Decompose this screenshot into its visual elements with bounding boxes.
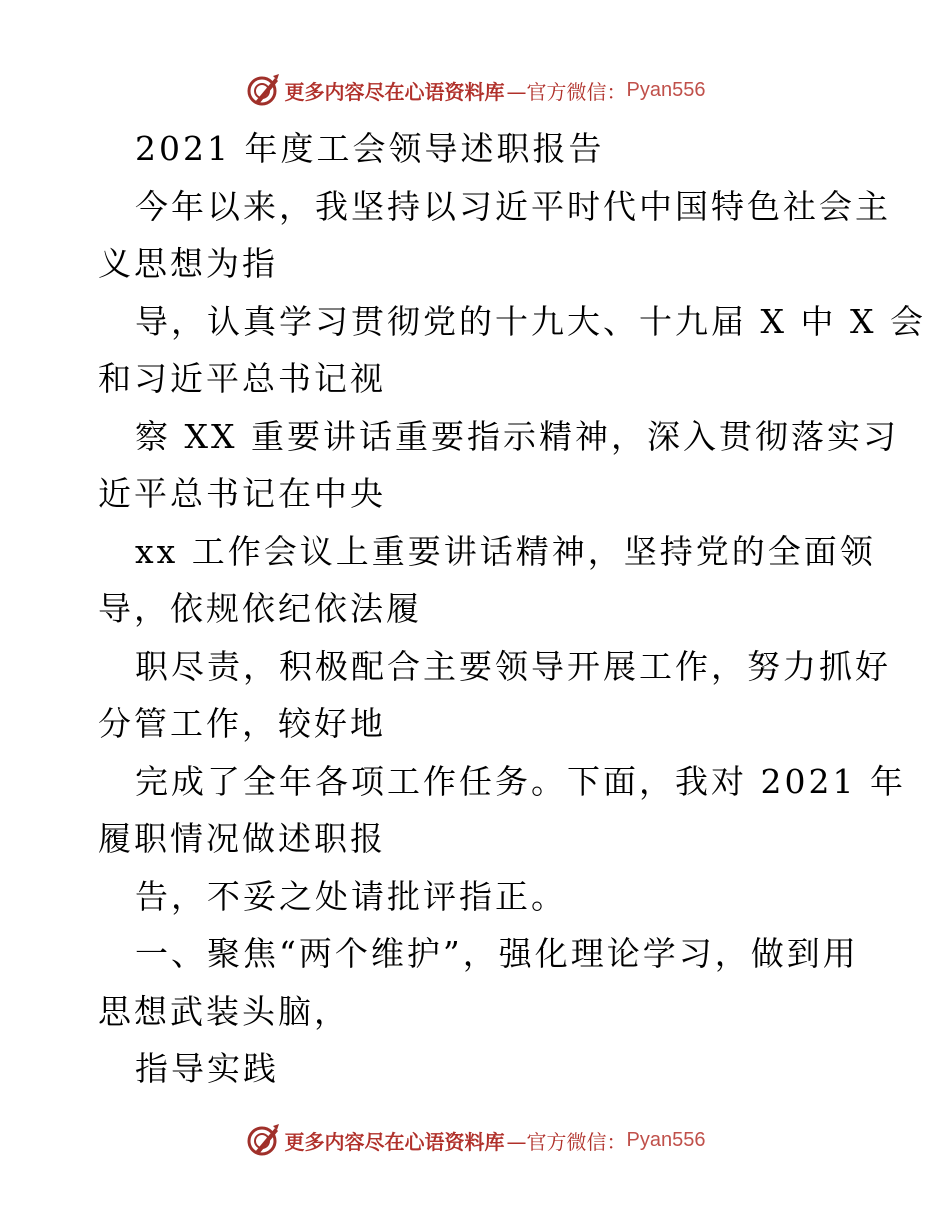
footer-watermark	[0, 1120, 950, 1160]
watermark-wechat-id: Pyan556	[626, 78, 706, 101]
text-line: 分管工作，较好地	[98, 704, 386, 743]
text-line: 今年以来，我坚持以习近平时代中国特色社会主	[135, 186, 891, 226]
text-line: 思想武装头脑，	[98, 991, 350, 1031]
quill-logo-icon	[245, 72, 281, 108]
watermark-suffix: —官方微信：	[506, 79, 627, 104]
document-body	[98, 120, 926, 1098]
text-line: 导，依规依纪依法履	[98, 589, 422, 628]
watermark-wechat-id: Pyan556	[626, 1128, 706, 1151]
text-line: 导，认真学习贯彻党的十九大、十九届 X 中 X 会	[135, 301, 926, 341]
watermark-suffix: —官方微信：	[506, 1129, 627, 1154]
header-watermark	[0, 70, 950, 110]
text-line: 指导实践	[135, 1049, 279, 1088]
text-line: 近平总书记在中央	[98, 474, 386, 513]
text-line: 察 XX 重要讲话重要指示精神，深入贯彻落实习	[135, 416, 899, 456]
text-line: 义思想为指	[98, 244, 278, 283]
text-line: 完成了全年各项工作任务。下面，我对 2021 年	[135, 761, 906, 801]
text-line: 履职情况做述职报	[98, 819, 386, 858]
quill-logo-icon	[245, 1122, 281, 1158]
watermark-brand: 更多内容尽在心语资料库	[284, 79, 505, 104]
text-line: 一、聚焦“两个维护”，强化理论学习，做到用	[135, 934, 859, 973]
text-line: 和习近平总书记视	[98, 359, 386, 398]
watermark-brand: 更多内容尽在心语资料库	[284, 1129, 505, 1154]
text-line: 告，不妥之处请批评指正。	[135, 876, 567, 916]
document-title: 2021 年度工会领导述职报告	[135, 129, 605, 168]
text-line: xx 工作会议上重要讲话精神，坚持党的全面领	[135, 531, 876, 571]
text-line: 职尽责，积极配合主要领导开展工作，努力抓好	[135, 646, 891, 686]
